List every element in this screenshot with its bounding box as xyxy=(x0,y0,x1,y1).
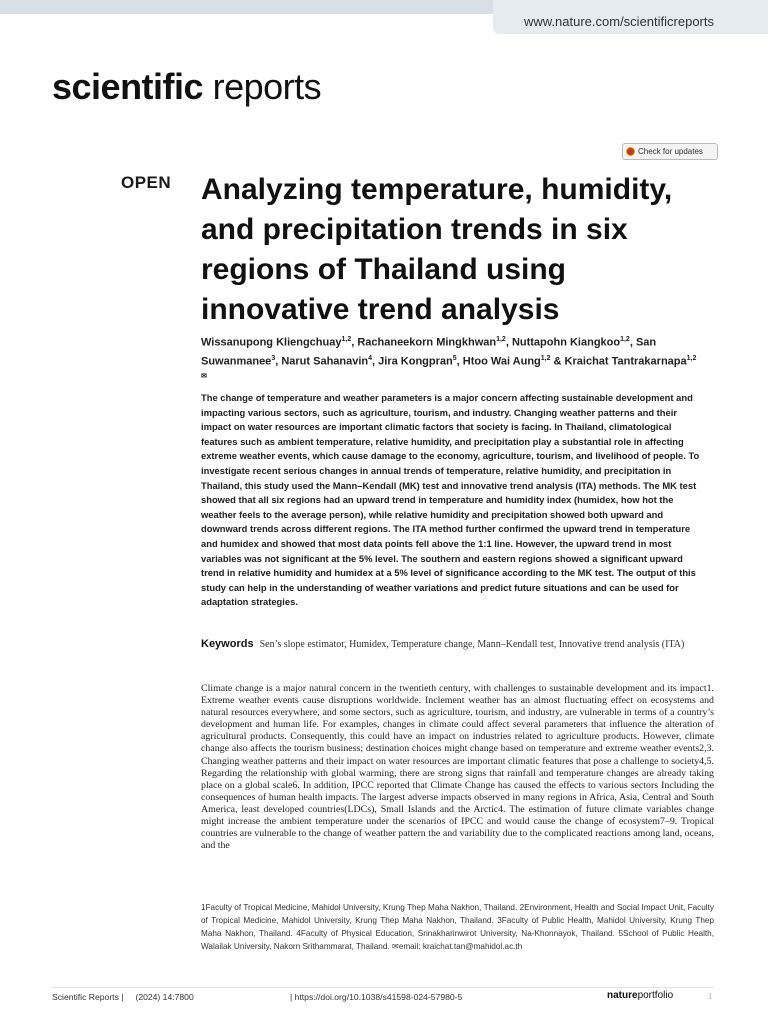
footer-journal xyxy=(52,992,194,1002)
open-access-label: OPEN xyxy=(121,173,172,192)
affiliation-sup: 1,2 xyxy=(496,336,506,343)
page-number: 1 xyxy=(708,992,713,1001)
author-name[interactable]: , Rachaneekorn Mingkhwan xyxy=(351,336,497,349)
affiliation-sup: 3 xyxy=(271,354,276,362)
journal-url-link[interactable]: www.nature.com/scientificreports xyxy=(523,14,714,29)
affiliation-sup: 1,2✉ xyxy=(201,354,697,381)
journal-name-bold: scientific xyxy=(52,66,204,107)
body-paragraph: Climate change is a major natural concern in the twentieth century, with challenges to sustainable development and its impact1. Extreme weather events cause disruptions worldwide. Inclement weather has an almost fluctuating effect on ecosystems and natural resources everywhere, and some sectors, such as agriculture, tourism, and industry, are vulnerable in terms of a country’s development and human life. For examples, changes in climate could affect several parameters that influence the alteration of agricultural products. Consequently, this could have an impact on industries related to agriculture products. However, climate change also affects the tourism business; destination choices might change based on temperature and extreme weather events2,3. Changing weather patterns and their impact on water resources are important climatic features that pose a challenge to society4,5. Regarding the relationship with global warming, there are strong signs that rainfall and temperature changes are already taking place on a global scale6. In addition, IPCC reported that Climate Change has caused the effects to various sectors Including the consequences of human health impacts. The largest adverse impacts observed in many regions in Africa, Asia, Central and South America, least developed countries(LDCs), Small Islands and the Arctic4. The estimation of future climate variables change might increase the ambient temperature under the scenarios of IPCC and would cause the change of ecosystem7–9. Tropical countries are vulnerable to the change of weather pattern the and variability due to the complicated reactions among land, oceans, and the xyxy=(201,683,714,852)
affiliation-sup: 5 xyxy=(452,354,457,362)
keywords-label: Keywords xyxy=(201,638,254,650)
affiliation-sup: 1,2 xyxy=(341,336,352,343)
publisher-logo xyxy=(607,990,673,1001)
journal-logo[interactable] xyxy=(52,66,321,108)
author-list xyxy=(201,332,701,388)
affiliations: 1Faculty of Tropical Medicine, Mahidol University, Krung Thep Maha Nakhon, Thailand. 2Environment, Health and Social Impact Unit, Faculty of Tropical Medicine, Mahidol University, Krung Thep Maha Nakhon, Thailand. 3Faculty of Public Health, Mahidol University, Krung Thep Maha Nakhon, Thailand. 4Faculty of Physical Education, Srinakharinwirot University, Na-Khonnayok, Thailand. 5School of Public Health, Walailak University, Nakorn Srithammarat, Thailand. ✉email: kraichat.tan@mahidol.ac.th xyxy=(201,903,714,951)
affiliation-sup: 1,2 xyxy=(620,336,630,343)
author-name[interactable]: Wissanupong Kliengchuay xyxy=(201,336,342,349)
footer-citation: (2024) 14:7800 xyxy=(135,992,194,1002)
crossmark-icon xyxy=(626,147,635,156)
check-for-updates-label: Check for updates xyxy=(638,147,703,156)
footer-journal-name: Scientific Reports | xyxy=(52,992,124,1002)
author-name[interactable]: , Jira Kongpran xyxy=(372,355,453,368)
author-name[interactable]: , San Suwanmanee xyxy=(201,336,657,368)
affiliation-sup: 4 xyxy=(368,354,373,362)
author-name[interactable]: , Narut Sahanavin xyxy=(275,355,369,368)
author-name[interactable]: , Htoo Wai Aung xyxy=(456,355,541,368)
author-name[interactable]: & Kraichat Tantrakarnapa xyxy=(550,355,687,368)
keywords-list: Sen’s slope estimator, Humidex, Temperature change, Mann–Kendall test, Innovative trend analysis (ITA) xyxy=(259,639,685,650)
affiliation-sup: 1,2 xyxy=(540,354,551,362)
article-title: Analyzing temperature, humidity, and precipitation trends in six regions of Thailand using innovative trend analysis xyxy=(201,173,673,326)
publisher-bold: nature xyxy=(607,990,638,1001)
author-name[interactable]: , Nuttapohn Kiangkoo xyxy=(505,336,621,349)
abstract: The change of temperature and weather parameters is a major concern affecting sustainable development and impacting various sectors, such as agriculture, tourism, and industry. Changing weather patterns and their impact on water resources are important climatic factors that society is facing. In Thailand, climatological features such as ambient temperature, relative humidity, and precipitation play a substantial role in affecting extreme weather events, which cause damage to the economy, agriculture, tourism, and livelihood of people. To investigate recent serious changes in annual trends of temperature, relative humidity, and precipitation in Thailand, this study used the Mann–Kendall (MK) test and innovative trend analysis (ITA) methods. The MK test showed that all six regions had an upward trend in temperature and humidity index (humidex, how hot the weather feels to the average person), while relative humidity and precipitation showed both upward and downward trends across different regions. The ITA method further confirmed the upward trend in temperature and humidex and showed that most data points fell above the 1:1 line. However, the upward trend in most variables was not significant at the 5% level. The southern and eastern regions showed a significant upward trend in relative humidity and humidex at a 5% level of significance according to the MK test. The output of this study can help in the understanding of weather variations and predict future situations and can be used for adaptation strategies. xyxy=(201,392,700,608)
journal-name-light: reports xyxy=(212,66,322,107)
footer-doi-link[interactable]: | https://doi.org/10.1038/s41598-024-57980-5 xyxy=(290,992,463,1002)
keywords xyxy=(201,637,707,652)
check-for-updates-button[interactable] xyxy=(622,143,718,160)
publisher-light: portfolio xyxy=(637,990,674,1001)
footer-divider xyxy=(52,987,714,988)
